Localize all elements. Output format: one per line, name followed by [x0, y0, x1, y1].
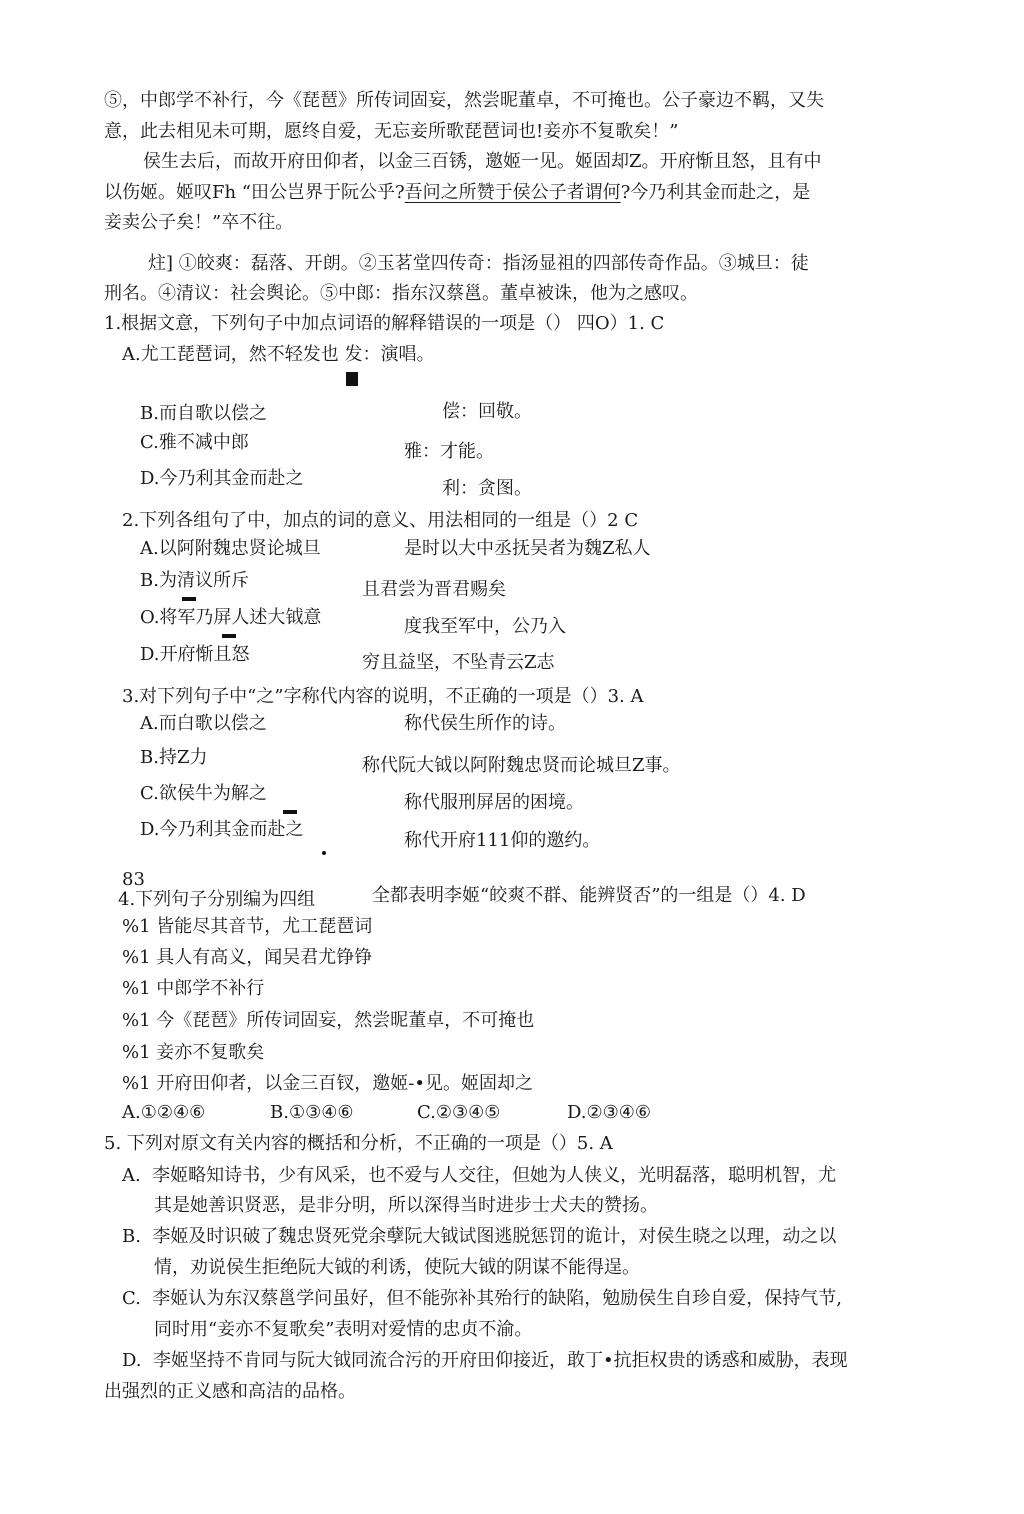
passage-line-4 — [104, 181, 810, 205]
passage-line-3: 侯生去后，而故开府田仰者，以金三百锈，邀姬一见。姬固却Z。开府惭且怒，且有中 — [143, 151, 822, 172]
q4-item-2: %1 具人有高义，闻吴君尤铮铮 — [122, 947, 373, 968]
q4-option-c: C.②③④⑤ — [417, 1102, 501, 1123]
q3-option-a: A.而白歌以偿之 — [140, 713, 267, 734]
q4-item-5: %1 妾亦不复歌矣 — [122, 1042, 265, 1063]
q1-option-a: A.尤工琵琶词，然不轻发也 发：演唱。 — [122, 344, 435, 365]
q4-item-3: %1 中郎学不补行 — [122, 978, 265, 999]
dot-marker-bar — [222, 634, 236, 638]
q2-option-d-pair: 穷且益坚，不坠青云Z志 — [362, 652, 555, 673]
q4-item-1: %1 皆能尽其音节，尤工琵琶词 — [122, 916, 373, 937]
q1-stem: 1.根据文意，下列句子中加点词语的解释错误的一项是（） 四O）1. C — [104, 313, 665, 334]
q2-option-c-pair: 度我至军中，公乃入 — [404, 616, 566, 637]
q5-option-a-line-2: 其是她善识贤恶，是非分明，所以深得当时进步士犬夫的赞扬。 — [154, 1195, 658, 1216]
q3-option-b: B.持Z力 — [140, 747, 208, 768]
q3-option-b-explanation: 称代阮大钺以阿附魏忠贤而论城旦Z事。 — [362, 755, 681, 776]
q3-option-a-explanation: 称代侯生所作的诗。 — [404, 713, 566, 734]
q2-option-b: B.为清议所斥 — [140, 570, 249, 591]
q3-option-c: C.欲侯牛为解之 — [140, 783, 267, 804]
q5-option-c-line-2: 同时用“妾亦不复歌矣”表明对爱情的忠贞不渝。 — [154, 1319, 533, 1340]
page-number: 83 — [122, 869, 145, 890]
q4-option-b: B.①③④⑥ — [270, 1102, 354, 1123]
notes-line-2: 刑名。④清议：社会舆论。⑤中郎：指东汉蔡邕。董卓被诛，他为之感叹。 — [104, 283, 698, 304]
dot-marker-bar — [283, 810, 297, 814]
black-square-mark — [346, 372, 358, 386]
q1-option-b-explanation: 偿：回敬。 — [442, 401, 532, 422]
q2-stem: 2.下列各组句了中，加点的词的意义、用法相同的一组是（）2 C — [122, 510, 639, 531]
passage-underlined-phrase: 吾问之所赞于侯公子者谓何 — [404, 182, 621, 203]
q2-option-c: O.将军乃屏人述大钺意 — [140, 607, 322, 628]
q5-option-a-line-1: A. 李姬略知诗书，少有风采，也不爱与人交往，但她为人侠义，光明磊落，聪明机智，尤 — [122, 1165, 837, 1186]
q1-option-b: B.而自歌以偿之 — [140, 403, 267, 424]
q4-option-a: A.①②④⑥ — [122, 1102, 206, 1123]
q4-item-4: %1 今《琵琶》所传词固妄，然尝昵董卓，不可掩也 — [122, 1010, 535, 1031]
notes-line-1: 炷] ①皎爽：磊落、开朗。②玉茗堂四传奇：指汤显祖的四部传奇作品。③城旦：徒 — [148, 253, 809, 274]
q5-option-b-line-1: B. 李姬及时识破了魏忠贤死党余孽阮大钺试图逃脱惩罚的诡计，对侯生晓之以理，动之以 — [122, 1226, 837, 1247]
q1-option-c-explanation: 雅：才能。 — [404, 441, 494, 462]
q2-option-d: D.开府惭且怒 — [140, 644, 250, 665]
passage-line-4-end: ?今乃利其金而赴之，是 — [620, 182, 811, 203]
q3-stem: 3.对下列句子中“之”字称代内容的说明，不正确的一项是（）3. A — [122, 686, 644, 707]
q5-option-c-line-1: C. 李姬认为东汉蔡邕学问虽好，但不能弥补其殆行的缺陷，勉励侯生自珍自爱，保持气节, — [122, 1288, 843, 1309]
q3-option-c-explanation: 称代服刑屏居的困境。 — [404, 792, 584, 813]
q2-option-a-pair: 是时以大中丞抚吴者为魏Z私人 — [404, 538, 651, 559]
q1-option-d: D.今乃利其金而赴之 — [140, 468, 304, 489]
passage-line-5: 妾卖公子矣！”卒不往。 — [104, 212, 294, 233]
dot-mark — [322, 851, 326, 855]
q2-option-a: A.以阿附魏忠贤论城旦 — [140, 538, 321, 559]
q5-stem: 5. 下列对原文有关内容的概括和分析，不正确的一项是（）5. A — [104, 1133, 613, 1154]
q2-option-b-pair: 且君尝为晋君赐矣 — [362, 579, 506, 600]
q5-option-d-line-1: D. 李姬坚持不肯同与阮大钺同流合污的开府田仰接近，敢丁•抗拒权贵的诱惑和威胁，表现 — [122, 1350, 848, 1371]
passage-line-4-start: 以伤姬。姬叹Fh “田公岂界于阮公乎? — [104, 182, 405, 203]
q5-option-d-line-2: 出强烈的正义感和高洁的品格。 — [104, 1381, 356, 1402]
q5-option-b-line-2: 情，劝说侯生拒绝阮大钺的利诱，使阮大钺的阴谋不能得逞。 — [154, 1257, 640, 1278]
q4-item-6: %1 开府田仰者，以金三百钗，邀姬-•见。姬固却之 — [122, 1073, 533, 1094]
q1-option-d-explanation: 利：贪图。 — [442, 478, 532, 499]
dot-marker-bar — [182, 597, 196, 601]
passage-line-2: 意，此去相见未可期，愿终自爱，无忘妾所歌琵琶词也!妾亦不复歌矣！” — [104, 121, 679, 142]
q4-stem-cut-fragment: 4.下列句子分别编为四组 — [118, 889, 316, 910]
q4-stem-tail: 全都表明李姬“皎爽不群、能辨贤否”的一组是（）4. D — [372, 885, 806, 906]
q4-option-d: D.②③④⑥ — [567, 1102, 652, 1123]
q1-option-c: C.雅不减中郎 — [140, 432, 249, 453]
q3-option-d-explanation: 称代开府111仰的邀约。 — [404, 830, 601, 851]
q3-option-d: D.今乃利其金而赴之 — [140, 819, 304, 840]
passage-line-1: ⑤，中郎学不补行，今《琵琶》所传词固妄，然尝昵董卓，不可掩也。公子豪边不羁，又失 — [104, 90, 824, 111]
